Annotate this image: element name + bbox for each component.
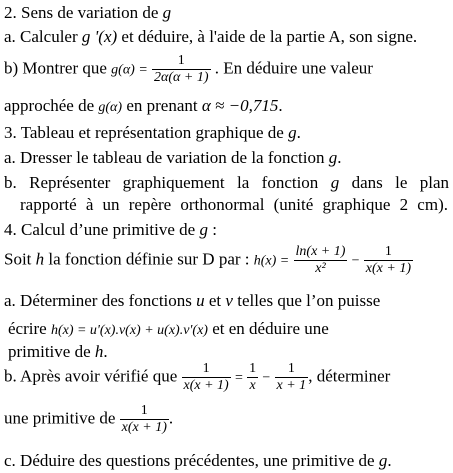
section-4-heading-text: 4. Calcul d’une primitive de xyxy=(4,220,196,239)
h-log-denominator: x² xyxy=(315,261,326,276)
question-4c-end: . xyxy=(387,451,392,470)
partial-minus-sign: − xyxy=(262,370,271,386)
question-4a-line1-b: telles que l’on puisse xyxy=(237,291,381,310)
question-4a-line2-prefix: écrire xyxy=(8,319,47,338)
question-4a-line3 xyxy=(8,343,108,360)
equals-sign: = xyxy=(234,370,243,386)
partial-lhs-denominator: x(x + 1) xyxy=(183,378,229,393)
section-2-heading-text: 2. Sens de variation de xyxy=(4,3,159,22)
alpha-approx: α ≈ −0,715 xyxy=(201,96,279,115)
h-definition xyxy=(4,245,413,276)
h-log-numerator: ln(x + 1) xyxy=(295,244,346,259)
question-4b-suffix: , déterminer xyxy=(308,366,391,386)
g-alpha-lhs: g(α) = xyxy=(111,62,148,78)
question-3b-line2-text: rapporté à un repère orthonormal (unité graphique 2 cm). xyxy=(20,195,448,214)
function-u: u xyxy=(196,291,205,310)
section-4-heading xyxy=(4,221,217,238)
derivative-g-expr: g '(x) xyxy=(81,27,118,46)
g-alpha-fraction xyxy=(152,54,210,85)
question-4b-line2 xyxy=(4,404,173,435)
h-fraction-log xyxy=(294,245,348,276)
function-g: g xyxy=(288,123,297,142)
function-g: g xyxy=(378,451,388,470)
function-g: g xyxy=(199,220,208,239)
question-4a-line1 xyxy=(4,292,380,309)
partial-lhs-numerator: 1 xyxy=(182,362,231,378)
section-3-heading-end: . xyxy=(296,123,301,142)
partial-term-2 xyxy=(275,362,309,393)
primitive-target-fraction xyxy=(120,404,169,435)
h-definition-prefix: Soit xyxy=(4,249,32,269)
g-alpha-numerator: 1 xyxy=(152,54,210,70)
question-2b-prefix: b) Montrer que xyxy=(4,58,107,78)
question-4c-text: c. Déduire des questions précédentes, une primitive de xyxy=(4,451,375,470)
partial-term-2-denominator: x + 1 xyxy=(276,378,307,393)
function-h: h xyxy=(35,249,45,269)
question-4a-line1-a: a. Déterminer des fonctions xyxy=(4,291,192,310)
primitive-target-numerator: 1 xyxy=(120,404,169,420)
question-4b-prefix: b. Après avoir vérifié que xyxy=(4,366,178,386)
question-3a-text: a. Dresser le tableau de variation de la fonction xyxy=(4,148,325,167)
partial-fraction-lhs xyxy=(182,362,231,393)
question-3b-line1-b: dans le plan xyxy=(351,173,450,192)
function-g: g xyxy=(162,3,172,22)
product-rule-formula: h(x) = u'(x).v(x) + u(x).v'(x) xyxy=(50,323,208,338)
question-4a-line3-end: . xyxy=(103,342,108,361)
h-rational-numerator: 1 xyxy=(364,245,413,261)
h-definition-mid: la fonction définie sur D par : xyxy=(48,249,250,269)
question-2b-line2-mid: en prenant xyxy=(126,96,198,115)
h-fraction-rational xyxy=(364,245,413,276)
section-3-heading xyxy=(4,124,301,141)
question-2a-suffix: et déduire, à l'aide de la partie A, son signe. xyxy=(121,27,418,46)
question-2b-line2-prefix: approchée de xyxy=(4,96,95,115)
question-3b-line1-a: b. Représenter graphiquement la fonction xyxy=(4,173,319,192)
function-g: g xyxy=(330,173,340,192)
partial-term-1-numerator: 1 xyxy=(249,361,257,376)
question-4a-line2-suffix: et en déduire une xyxy=(212,319,329,338)
g-alpha-denominator: 2α(α + 1) xyxy=(154,70,209,85)
question-4c xyxy=(4,452,392,469)
h-rational-denominator: x(x + 1) xyxy=(365,261,411,276)
g-alpha-expr: g(α) xyxy=(98,100,123,115)
primitive-target-denominator: x(x + 1) xyxy=(121,420,167,435)
section-3-heading-text: 3. Tableau et représentation graphique de xyxy=(4,123,284,142)
h-lhs: h(x) = xyxy=(253,253,290,269)
question-2b-line2-end: . xyxy=(278,96,283,115)
partial-term-1 xyxy=(247,362,258,393)
question-2b-after: . En déduire une valeur xyxy=(214,58,373,78)
question-3a-end: . xyxy=(337,148,342,167)
question-4b-line2-end: . xyxy=(168,408,174,428)
question-2b-line1 xyxy=(4,54,373,85)
function-v: v xyxy=(225,291,233,310)
section-2-heading xyxy=(4,4,171,21)
partial-term-1-denominator: x xyxy=(249,378,256,393)
question-4b-line2-prefix: une primitive de xyxy=(4,408,116,428)
section-4-heading-colon: : xyxy=(212,220,217,239)
question-4a-line2 xyxy=(8,320,329,338)
question-4a-and: et xyxy=(208,291,222,310)
partial-term-2-numerator: 1 xyxy=(275,362,309,378)
question-4b-line1 xyxy=(4,362,390,393)
question-3b-line2 xyxy=(20,196,448,213)
question-2a xyxy=(4,28,417,45)
question-4a-line3-prefix: primitive de xyxy=(8,342,91,361)
question-2b-line2 xyxy=(4,97,283,115)
question-3b-line1 xyxy=(4,174,449,191)
question-2a-prefix: a. Calculer xyxy=(4,27,78,46)
question-3a xyxy=(4,149,342,166)
function-g: g xyxy=(328,148,338,167)
h-minus-sign: − xyxy=(351,253,360,269)
function-h: h xyxy=(94,342,104,361)
